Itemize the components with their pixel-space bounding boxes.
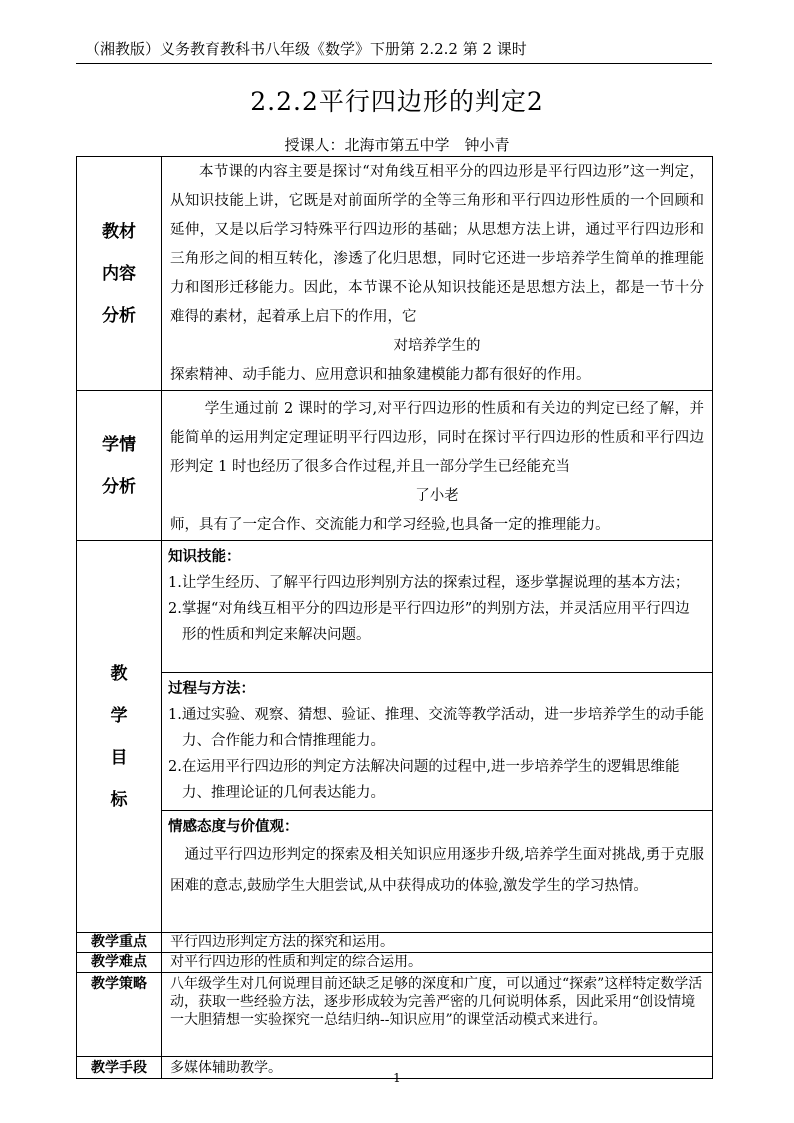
zhishi-title: 知识技能： <box>168 548 241 565</box>
content-nandian: 对平行四边形的性质和判定的综合运用。 <box>162 953 713 973</box>
header-rule <box>76 63 712 64</box>
lesson-plan-table <box>76 156 713 1079</box>
zhishi-item-2: 2.掌握“对角线互相平分的四边形是平行四边形”的判别方法，并灵活应用平行四边形的性质和判定来解决问题。 <box>168 601 690 643</box>
qinggan-text: 通过平行四边形判定的探索及相关知识应用逐步升级,培养学生面对挑战,勇于克服困难的意志,鼓励学生大胆尝试,从中获得成功的体验,激发学生的学习热情。 <box>170 847 704 894</box>
zhishi-item-1: 1.让学生经历、了解平行四边形判别方法的探索过程，逐步掌握说理的基本方法； <box>168 575 690 591</box>
row-mubiao-guocheng <box>77 673 713 811</box>
label-shouduan: 教学手段 <box>77 1057 162 1079</box>
label-celue: 教学策略 <box>77 973 162 1057</box>
content-guocheng <box>162 673 713 811</box>
row-mubiao-zhishi <box>77 541 713 673</box>
label-mubiao: 教 学 目 标 <box>77 541 162 933</box>
page-number: 1 <box>393 1071 401 1085</box>
row-xueqing <box>77 391 713 541</box>
page-title: 2.2.2平行四边形的判定2 <box>250 87 544 116</box>
xueqing-para2: 师，具有了一定合作、交流能力和学习经验,也具备一定的推理能力。 <box>170 517 610 533</box>
page-header: （湘教版）义务教育教科书八年级《数学》下册第 2.2.2 第 2 课时 <box>85 40 527 58</box>
row-zhongdian <box>77 933 713 953</box>
label-zhongdian: 教学重点 <box>77 933 162 953</box>
jiaocai-para1: 本节课的内容主要是探讨“对角线互相平分的四边形是平行四边形”这一判定，从知识技能上讲，它既是对前面所学的全等三角形和平行四边形性质的一个回顾和延伸，又是以后学习特殊平行四边形的基础；从思想方法上讲，通过平行四边形和三角形之间的相互转化，渗透了化归思想，同时它还进一步培养学生简单的推理能力和图形迁移能力。因此，本节课不论从知识技能还是思想方法上，都是一节十分难得的素材，起着承上启下的作用，它 <box>170 164 704 325</box>
guocheng-title: 过程与方法： <box>168 680 255 697</box>
row-jiaocai <box>77 157 713 391</box>
guocheng-item-2: 2.在运用平行四边形的判定方法解决问题的过程中,进一步培养学生的逻辑思维能力、推理论证的几何表达能力。 <box>168 759 680 801</box>
content-jiaocai <box>162 157 713 391</box>
jiaocai-para1-tail: 对培养学生的 <box>393 338 481 354</box>
content-zhongdian: 平行四边形判定方法的探究和运用。 <box>162 933 713 953</box>
content-zhishi <box>162 541 713 673</box>
author-line: 授课人：北海市第五中学 钟小青 <box>284 136 510 154</box>
xueqing-para1: 学生通过前 2 课时的学习,对平行四边形的性质和有关边的判定已经了解，并能简单的运用判定定理证明平行四边形，同时在探讨平行四边形的性质和平行四边形判定 1 时也经历了很多合作过程,并且一部分学生已经能充当 <box>170 401 704 475</box>
label-jiaocai: 教材 内容 分析 <box>77 157 162 391</box>
row-nandian <box>77 953 713 973</box>
row-mubiao-qinggan <box>77 811 713 933</box>
qinggan-title: 情感态度与价值观： <box>168 818 299 835</box>
content-celue: 八年级学生对几何说理目前还缺乏足够的深度和广度，可以通过“探索”这样特定数学活动，获取一些经验方法，逐步形成较为完善严密的几何说明体系，因此采用“创设情境一大胆猜想一实验探究一总结归纳--知识应用”的课堂活动模式来进行。 <box>162 973 713 1057</box>
label-xueqing: 学情 分析 <box>77 391 162 541</box>
content-shouduan: 多媒体辅助教学。 <box>162 1057 713 1079</box>
row-celue <box>77 973 713 1057</box>
label-nandian: 教学难点 <box>77 953 162 973</box>
content-xueqing <box>162 391 713 541</box>
jiaocai-para2: 探索精神、动手能力、应用意识和抽象建模能力都有很好的作用。 <box>170 367 591 383</box>
xueqing-para1-tail: 了小老 <box>415 488 459 504</box>
content-qinggan <box>162 811 713 933</box>
guocheng-item-1: 1.通过实验、观察、猜想、验证、推理、交流等教学活动，进一步培养学生的动手能力、合作能力和合情推理能力。 <box>168 707 704 749</box>
